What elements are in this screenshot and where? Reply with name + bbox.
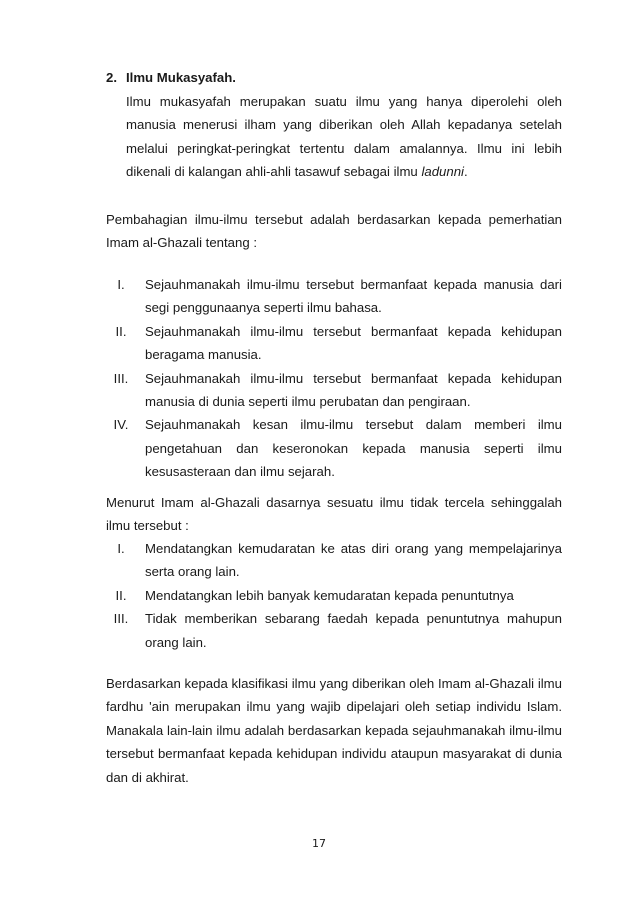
list-item-text: Mendatangkan kemudaratan ke atas diri orang yang mempelajarinya serta orang lain. — [145, 541, 562, 580]
list-item-text: Mendatangkan lebih banyak kemudaratan kepada penuntutnya — [145, 587, 514, 603]
conditions-list — [106, 537, 562, 654]
list-item-text: Sejauhmanakah ilmu-ilmu tersebut bermanfaat kepada kehidupan beragama manusia. — [145, 323, 562, 363]
list-item-text: Tidak memberikan sebarang faedah kepada penuntutnya mahupun orang lain. — [145, 611, 562, 650]
section-body-italic-term: ladunni — [421, 164, 464, 180]
list-numeral: II. — [115, 587, 127, 603]
section-body — [126, 90, 562, 184]
list-numeral: I. — [117, 541, 125, 556]
second-paragraph: Menurut Imam al-Ghazali dasarnya sesuatu ilmu tidak tercela sehinggalah ilmu tersebut : — [106, 495, 562, 534]
list-item — [106, 367, 562, 414]
list-numeral: IV. — [113, 417, 129, 433]
list-numeral: III. — [113, 611, 129, 627]
list-item-text: Sejauhmanakah kesan ilmu-ilmu tersebut dalam memberi ilmu pengetahuan dan keseronokan kepada manusia seperti ilmu kesusasteraan dan ilmu sejarah. — [145, 417, 562, 480]
section-number: 2. — [106, 70, 117, 85]
list-item — [106, 413, 562, 483]
criteria-list — [106, 273, 562, 484]
section-title: Ilmu Mukasyafah. — [126, 70, 236, 85]
section-heading — [106, 66, 562, 89]
closing-paragraph: Berdasarkan kepada klasifikasi ilmu yang diberikan oleh Imam al-Ghazali ilmu fardhu 'ain merupakan ilmu yang wajib dipelajari oleh setiap individu Islam. Manakala lain-lain ilmu adalah berdasarkan kepada sejauhmanakah ilmu-ilmu tersebut bermanfaat kepada kehidupan individu ataupun masyarakat di dunia dan di akhirat. — [106, 676, 562, 785]
list-item — [106, 320, 562, 367]
list-item-text: Sejauhmanakah ilmu-ilmu tersebut bermanfaat kepada manusia dari segi penggunaanya seperti ilmu bahasa. — [145, 277, 562, 316]
list-item — [106, 607, 562, 654]
intro-paragraph: Pembahagian ilmu-ilmu tersebut adalah berdasarkan kepada pemerhatian Imam al-Ghazali tentang : — [106, 212, 562, 251]
list-item — [106, 537, 562, 584]
list-item-text: Sejauhmanakah ilmu-ilmu tersebut bermanfaat kepada kehidupan manusia di dunia seperti ilmu perubatan dan pengiraan. — [145, 370, 562, 410]
section-body-end: . — [463, 164, 468, 180]
list-numeral: III. — [113, 370, 129, 386]
list-item — [106, 273, 562, 320]
list-numeral: II. — [115, 323, 127, 339]
page-number: 17 — [312, 837, 326, 850]
list-item — [106, 584, 562, 607]
list-numeral: I. — [117, 277, 125, 292]
section-body-text: Ilmu mukasyafah merupakan suatu ilmu yang hanya diperolehi oleh manusia menerusi ilham yang diberikan oleh Allah kepadanya setelah melalui peringkat-peringkat tertentu dalam amalannya. Ilmu ini lebih dikenali di kalangan ahli-ahli tasawuf sebagai ilmu — [126, 94, 562, 180]
